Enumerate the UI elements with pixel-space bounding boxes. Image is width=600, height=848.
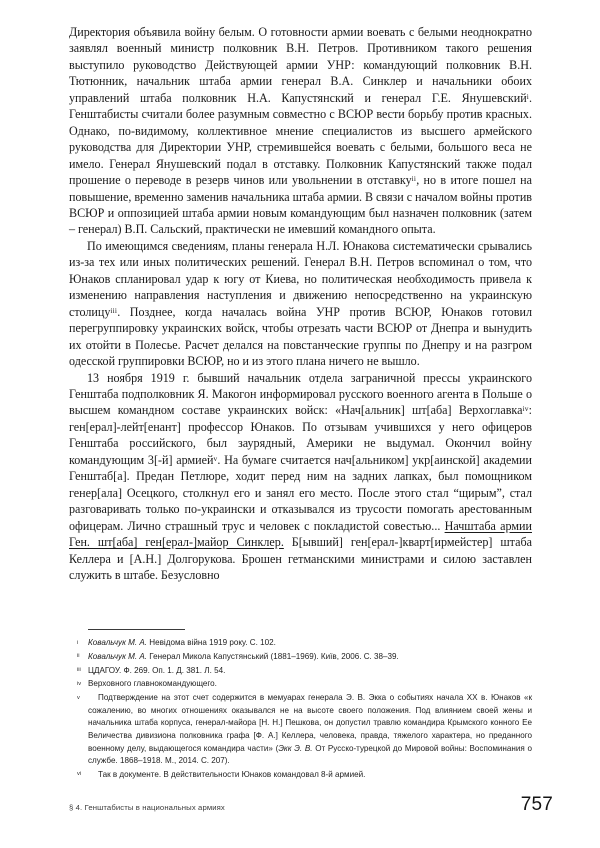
footnote-item-marker: vi xyxy=(77,771,82,778)
paragraph-3-text-c: . На бумаге считается нач[альником] укр[аинской] академии Генштаб[а]. Предан Петлюре, ходит перед ним на задних лапках, был помощником генер[ала] Осецкого, столкнул его и занял его место. После этого стал “щирым”, стал разговаривать только по-украински и отказывался из трусости помогать арестованным офицерам. Лично страшный трус и человек с покладистой совестью... xyxy=(69,452,532,533)
footnote-marker-ii: ii xyxy=(411,173,417,183)
paragraph-3-text-d: Б[ывший] ген[ерал-]кварт[ирмейстер] штаба Келлера и [А.Н.] Долгорукова. Брошен гетманскими министрами и силою заставлен служить в штабе. Безусловно xyxy=(69,535,532,582)
footnote-item-marker: v xyxy=(77,694,80,701)
footnote-item-text xyxy=(88,692,532,768)
footnote-item-text xyxy=(88,769,532,782)
paragraph-1-text-b: . Генштабисты считали более разумным совместно с ВСЮР вести борьбу против красных. Однако, по-видимому, коллективное мнение специалистов из высшего армейского руководства для Директории УНР, стремившейся воевать с белыми, большого веса не имело. Генерал Янушевский подал в отставку. Полковник Капустянский также подал прошение о переводе в резерв чинов или увольнении в отставку xyxy=(69,90,532,188)
footnote-marker-iii: iii xyxy=(110,305,118,315)
footnote-separator-rule xyxy=(88,629,185,630)
footnote-text-run: Так в документе. В действительности Юнаков командовал 8-й армией. xyxy=(98,769,366,779)
footnote-item-text xyxy=(88,637,532,650)
footnote-list xyxy=(69,637,532,781)
footnote-text-run: Подтверждение на этот счет содержится в мемуарах генерала Э. В. Экка о событиях начала XX в. Юнаков «к сожалению, во многих отношениях оказывался не на высоте своего положения. Под влиянием своей жены и начальника штаба корпуса, генерал-майора [Н. Н.] Пешкова, он допустил травлю командира Крымского конного Ее Величества дивизиона полковника графа [Ф. А.] Келлера, человека, правда, тяжелого характера, но преданного военному делу, выдающегося командира части» ( xyxy=(88,693,532,753)
footnotes-block xyxy=(69,629,532,783)
footnote-item-text xyxy=(88,651,532,664)
footnote-item xyxy=(69,692,532,768)
paragraph-1-text-a: Директория объявила войну белым. О готовности армии воевать с белыми неоднократно заявлял военный министр полковник В.Н. Петров. Противником такого решения выступило руководство Действующей армии УНР: командующий полковник В.Н. Тютюнник, начальник штаба армии генерал В.А. Синклер и начальники обоих управлений штаба полковник Н.А. Капустянский и генерал Г.Е. Янушевский xyxy=(69,25,532,105)
footnote-author-italic: Ковальчук М. А. xyxy=(88,638,148,647)
footnote-author-italic: Экк Э. В. xyxy=(278,743,313,753)
footnote-item xyxy=(69,678,532,691)
paragraph-2 xyxy=(69,238,532,370)
paragraph-3-text-a: 13 ноября 1919 г. бывший начальник отдела заграничной прессы украинского Генштаба подполковник Я. Макогон информировал русского военного агента в Польше о высшем командном составе украинских войск: «Нач[альник] шт[аба] Верхоглавка xyxy=(69,370,532,418)
page-number: 757 xyxy=(520,794,553,815)
footnote-marker-i: i xyxy=(526,91,529,101)
footnote-text-run: ЦДАГОУ. Ф. 269. Оп. 1. Д. 381. Л. 54. xyxy=(88,665,226,675)
paragraph-1-text-c: , но в итоге пошел на повышение, временно заменив начальника штаба армии. В связи с началом войны против ВСЮР и оппозицией штаба армии новым командующим был назначен полковник (затем – генерал) В.П. Сальский, практически не имевший командного опыта. xyxy=(69,173,532,237)
page-footer xyxy=(69,794,553,816)
body-text-column xyxy=(69,24,532,583)
footnote-item-marker: iii xyxy=(77,667,81,674)
footnote-item-text xyxy=(88,665,532,678)
footnote-text-run: Верховного главнокомандующего. xyxy=(88,679,217,689)
footnote-item-marker: iv xyxy=(77,680,82,687)
paragraph-1 xyxy=(69,24,532,238)
footnote-marker-v: v xyxy=(213,453,218,463)
footnote-marker-iv: iv xyxy=(522,404,529,414)
paragraph-3-underlined-quote: Начштаба армии Ген. шт[аба] ген[ерал-]майор Синклер. xyxy=(69,518,532,550)
footnote-item xyxy=(69,651,532,664)
running-head: § 4. Генштабисты в национальных армиях xyxy=(69,803,225,812)
footnote-item-marker: i xyxy=(77,639,79,646)
footnote-item xyxy=(69,637,532,650)
footnote-author-italic: Ковальчук М. А. xyxy=(88,651,148,661)
footnote-item-marker: ii xyxy=(77,653,80,660)
footnote-text-run: Генерал Микола Капустянський (1881–1969). Київ, 2006. С. 38–39. xyxy=(147,651,399,661)
footnote-item-text xyxy=(88,678,532,691)
footnote-item xyxy=(69,769,532,782)
footnote-text-run: Невідома війна 1919 року. С. 102. xyxy=(147,638,276,647)
paragraph-3 xyxy=(69,370,532,584)
paragraph-2-text-a: По имеющимся сведениям, планы генерала Н.Л. Юнакова систематически срывались из-за тех или иных политических решений. Генерал В.Н. Петров вспоминал о том, что Юнаков спланировал удар к югу от Киева, но политическая необходимость привела к изменению направления наступления и движению непосредственно на украинскую столицу xyxy=(69,238,532,319)
paragraph-3-text-b: : ген[ерал]-лейт[енант] профессор Юнаков. По отзывам учившихся у него офицеров Генштаба российского, был заурядный, Америки не выдумал. Окончил войну командующим 3[-й] армией xyxy=(69,403,532,467)
paragraph-2-text-b: . Позднее, когда началась война УНР против ВСЮР, Юнаков готовил перегруппировку украинских войск, чтобы отрезать части ВСЮР от Днепра и вынудить их отойти в Полесье. Расчет делался на повстанческие группы по Днепру и на разгром одесской группировки ВСЮР, но и из этого плана ничего не вышло. xyxy=(69,304,532,369)
footnote-text-run: От Русско-турецкой до Мировой войны: Воспоминания о службе. 1868–1918. М., 2014. С. 207). xyxy=(88,743,532,766)
footnote-item xyxy=(69,665,532,678)
